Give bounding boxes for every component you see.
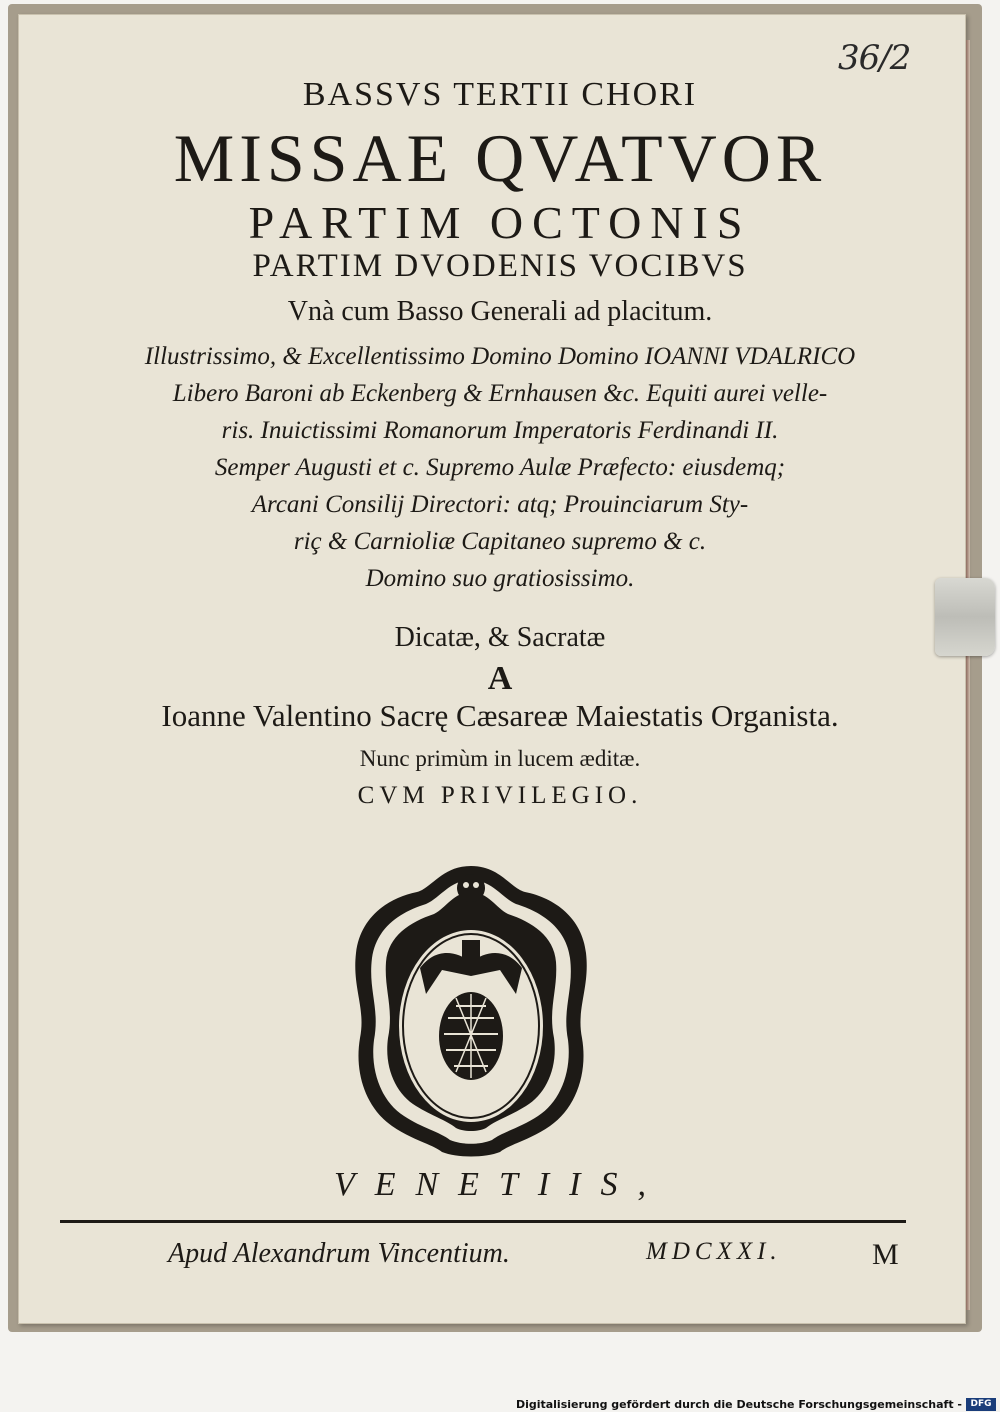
title-line-5: Vnà cum Basso Generali ad placitum. [287, 296, 713, 327]
dedication-line: Semper Augusti et c. Supremo Aulæ Præfecto: eiusdemq; [214, 454, 786, 481]
place-line: VENETIIS, [333, 1166, 667, 1203]
title-line-4: PARTIM DVODENIS VOCIBVS [252, 248, 748, 284]
printer-name: Apud Alexandrum Vincentium. [168, 1238, 510, 1269]
title-line-2: MISSAE QVATVOR [173, 120, 827, 196]
shelfmark: 36/2 [838, 38, 911, 78]
dedication-line: Arcani Consilij Directori: atq; Prouinciarum Sty- [251, 491, 749, 518]
dedication-line: Libero Baroni ab Eckenberg & Ernhausen &c. Equiti aurei velle- [172, 380, 828, 407]
dedication-line: ris. Inuictissimi Romanorum Imperatoris Ferdinandi II. [221, 417, 779, 444]
imprint-rule [60, 1220, 906, 1223]
title-line-1: BASSVS TERTII CHORI [302, 76, 698, 113]
mask-head [457, 874, 485, 902]
dfg-logo: DFG [966, 1398, 996, 1411]
dedication-line: Domino suo gratiosissimo. [365, 565, 635, 592]
title-line-3: PARTIM OCTONIS [248, 197, 752, 248]
edition-note: Nunc primùm in lucem æditæ. [359, 746, 641, 771]
signature-mark: M [872, 1238, 899, 1271]
footer-credit: Digitalisierung gefördert durch die Deutsche Forschungsgemeinschaft - [515, 1398, 962, 1411]
letter-a: A [487, 660, 513, 697]
privilege-line: CVM PRIVILEGIO. [357, 782, 643, 809]
footer-bar [0, 1398, 1000, 1412]
dicatae-line: Dicatæ, & Sacratæ [394, 622, 606, 653]
imprint-year: MDCXXI. [646, 1238, 782, 1265]
dedication-line: Illustrissimo, & Excellentissimo Domino Domino IOANNI VDALRICO [144, 343, 856, 370]
dedication-line: riç & Carnioliæ Capitaneo supremo & c. [293, 528, 707, 555]
author-line: Ioanne Valentino Sacrę Cæsareæ Maiestatis Organista. [161, 698, 839, 733]
printer-device-emblem [350, 858, 592, 1158]
